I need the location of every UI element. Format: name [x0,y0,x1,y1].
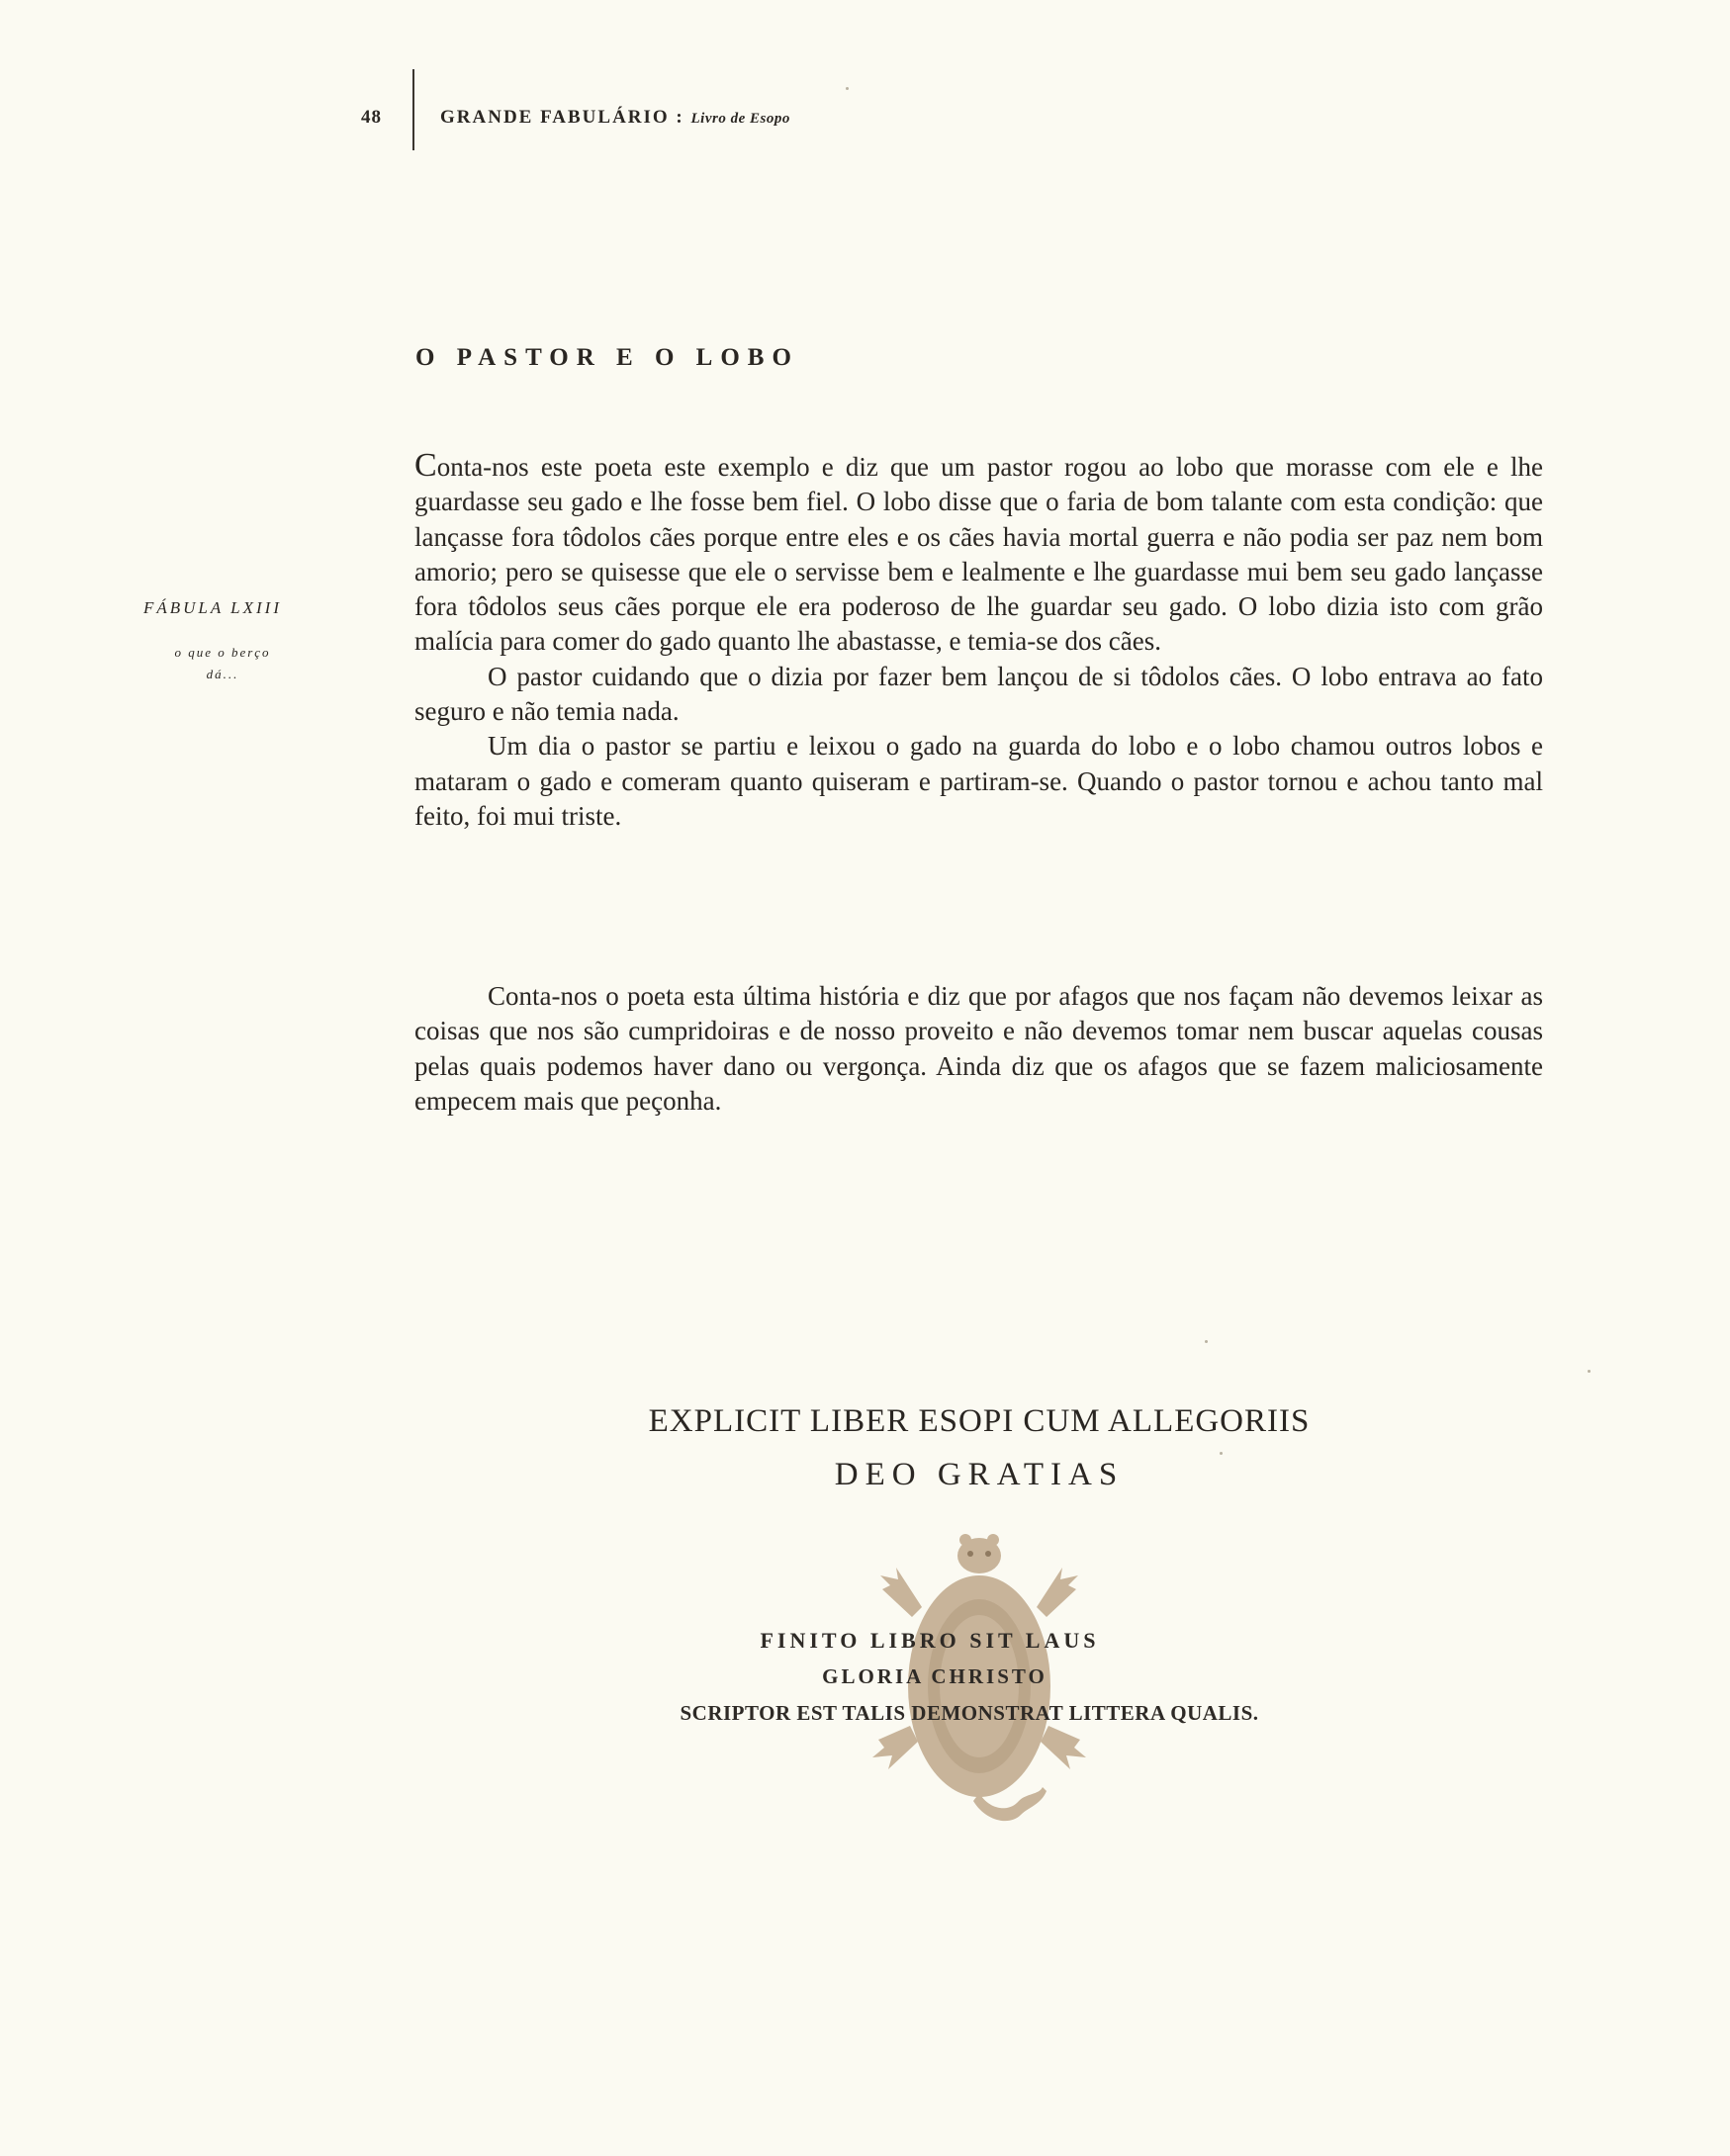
paper-speck [1220,1452,1223,1455]
colophon-line: GLORIA CHRISTO [822,1664,1047,1688]
colophon-line: SCRIPTOR EST TALIS DEMONSTRAT LITTERA QUALIS. [680,1701,1259,1725]
margin-gloss-line: o que o berço [174,645,271,660]
fable-title: O PASTOR E O LOBO [415,344,799,371]
story-paragraph: Um dia o pastor se partiu e leixou o gado na guarda do lobo e o lobo chamou outros lobos e mataram o gado e comeram quanto quiseram e partiram-se. Quando o pastor tornou e achou tanto mal feito, foi mui triste. [414,731,1543,831]
header-divider [412,69,414,150]
book-title [440,107,790,129]
paper-speck [1588,1370,1591,1373]
paper-speck [846,87,849,90]
story-paragraph: O pastor cuidando que o dizia por fazer bem lançou de si tôdolos cães. O lobo entrava ao fato seguro e não temia nada. [414,661,1543,727]
moral-text [414,979,1543,1119]
moral-paragraph: Conta-nos o poeta esta última história e diz que por afagos que nos façam não devemos leixar as coisas que nos são cumpridoiras e de nosso proveito e não devemos tomar nem buscar aquelas cousas pelas quais podemos haver dano ou vergonça. Ainda diz que os afagos que se fazem maliciosamente empecem mais que peçonha. [414,981,1543,1116]
margin-note [94,598,331,685]
story-paragraph-text: onta-nos este poeta este exemplo e diz que um pastor rogou ao lobo que morasse com ele e lhe guardasse seu gado e lhe fosse bem fiel. O lobo disse que o faria de bom talante com esta condição: que lançasse fora tôdolos cães porque entre eles e os cães havia mortal guerra e não podia ser paz nem bom amorio; pero se quisesse que ele o servisse bem e lealmente e lhe guardasse mui bem seu gado lançasse fora tôdolos seus cães porque ele era poderoso de lhe guardar seu gado. O lobo dizia isto com grão malícia para comer do gado quanto lhe abastasse, e temia-se dos cães. [414,452,1543,657]
page-number: 48 [361,107,382,128]
story-text [414,448,1543,834]
colophon [554,1622,1365,1732]
explicit [495,1394,1464,1501]
explicit-line: EXPLICIT LIBER ESOPI CUM ALLEGORIIS [648,1403,1311,1439]
margin-gloss [94,642,331,685]
story-paragraph [414,448,1543,660]
colophon-line: FINITO LIBRO SIT LAUS [760,1628,1100,1653]
paper-speck [1205,1340,1208,1343]
deo-gratias: DEO GRATIAS [834,1457,1125,1492]
book-title-text: GRANDE FABULÁRIO : [440,107,684,128]
book-subtitle: Livro de Esopo [690,111,790,127]
fable-number: FÁBULA LXIII [142,598,283,617]
margin-gloss-line: dá... [206,667,239,681]
initial-letter: C [414,447,437,484]
